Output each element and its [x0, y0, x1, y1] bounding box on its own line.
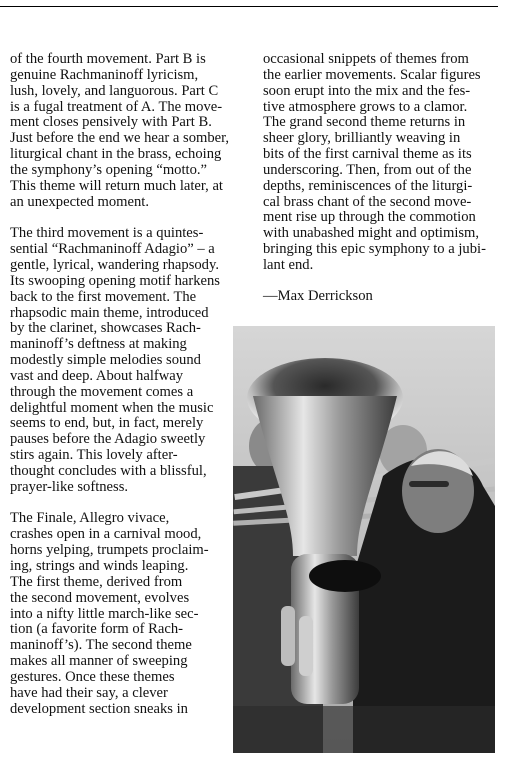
text-line: Just before the end we hear a somber,: [10, 130, 230, 147]
text-line: the symphony’s opening “motto.”: [10, 161, 207, 178]
text-line: bringing this epic symphony to a jubi-: [263, 241, 486, 258]
text-line: rhapsodic main theme, introduced: [10, 304, 209, 321]
text-line: The Finale, Allegro vivace,: [10, 510, 170, 527]
top-rule: [0, 6, 498, 7]
text-line: modestly simple melodies sound: [10, 352, 201, 369]
text-line: pauses before the Adagio sweetly: [10, 431, 206, 448]
text-line: development section sneaks in: [10, 700, 188, 717]
text-line: This theme will return much later, at: [10, 177, 223, 194]
text-line: gestures. Once these themes: [10, 668, 175, 685]
text-line: tion (a favorite form of Rach-: [10, 621, 184, 638]
text-line: underscoring. Then, from out of the: [263, 161, 472, 178]
text-line: The first theme, derived from: [10, 573, 183, 590]
text-line: vast and deep. About halfway: [10, 367, 184, 384]
text-line: is a fugal treatment of A. The move-: [10, 98, 223, 115]
text-line: through the movement comes a: [10, 383, 194, 400]
text-line: lant end.: [263, 256, 314, 273]
text-line: lush, lovely, and languorous. Part C: [10, 82, 219, 99]
text-line: have had their say, a clever: [10, 684, 168, 701]
text-line: prayer-like softness.: [10, 478, 129, 495]
text-line: horns yelping, trumpets proclaim-: [10, 542, 209, 559]
text-line: maninoff’s). The second theme: [10, 637, 192, 654]
text-line: depths, reminiscences of the liturgi-: [263, 177, 473, 194]
text-line: with unabashed might and optimism,: [263, 225, 480, 242]
text-line: ment closes pensively with Part B.: [10, 114, 212, 131]
text-line: Its swooping opening motif harkens: [10, 272, 220, 289]
text-line: seems to end, but, in fact, merely: [10, 415, 204, 432]
text-line: occasional snippets of themes from: [263, 51, 469, 67]
paragraph-finale-continued: [263, 52, 503, 274]
text-line: of the fourth movement. Part B is: [10, 51, 206, 67]
text-line: The third movement is a quintes-: [10, 225, 204, 242]
text-line: makes all manner of sweeping: [10, 653, 188, 670]
floor-shadow: [233, 706, 495, 753]
text-line: back to the first movement. The: [10, 288, 197, 305]
text-line: sheer glory, brilliantly weaving in: [263, 130, 461, 147]
tuba-player-photo: [233, 326, 495, 753]
author-signature: —Max Derrickson: [263, 287, 373, 304]
tuba-valve: [281, 606, 295, 666]
text-line: genuine Rachmaninoff lyricism,: [10, 66, 199, 83]
tuba-valve: [299, 616, 313, 676]
text-line: into a nifty little march-like sec-: [10, 605, 199, 622]
text-line: an unexpected moment.: [10, 193, 149, 210]
paragraph-third-movement: [10, 226, 242, 495]
text-line: ment rise up through the commotion: [263, 209, 476, 226]
text-line: bits of the first carnival theme as its: [263, 146, 472, 163]
player-hand: [309, 560, 381, 592]
text-line: gentle, lyrical, wandering rhapsody.: [10, 256, 219, 273]
eyeglasses: [409, 481, 449, 487]
text-line: the second movement, evolves: [10, 589, 190, 606]
right-column: [263, 52, 503, 305]
paragraph-finale: [10, 511, 242, 717]
text-line: sential “Rachmaninoff Adagio” – a: [10, 241, 215, 258]
text-line: crashes open in a carnival mood,: [10, 526, 202, 543]
text-line: tive atmosphere grows to a clamor.: [263, 98, 468, 115]
text-line: maninoff’s deftness at making: [10, 336, 187, 353]
paragraph-fourth-movement: [10, 52, 242, 210]
text-line: stirs again. This lovely after-: [10, 447, 178, 464]
text-line: liturgical chant in the brass, echoing: [10, 146, 222, 163]
text-line: the earlier movements. Scalar figures: [263, 66, 481, 83]
text-line: by the clarinet, showcases Rach-: [10, 320, 201, 337]
text-line: soon erupt into the mix and the fes-: [263, 82, 471, 99]
text-line: thought concludes with a blissful,: [10, 462, 207, 479]
left-column: [10, 52, 242, 717]
text-line: The grand second theme returns in: [263, 114, 466, 131]
text-line: ing, strings and winds leaping.: [10, 558, 189, 574]
text-line: cal brass chant of the second move-: [263, 193, 472, 210]
text-line: delightful moment when the music: [10, 399, 214, 416]
